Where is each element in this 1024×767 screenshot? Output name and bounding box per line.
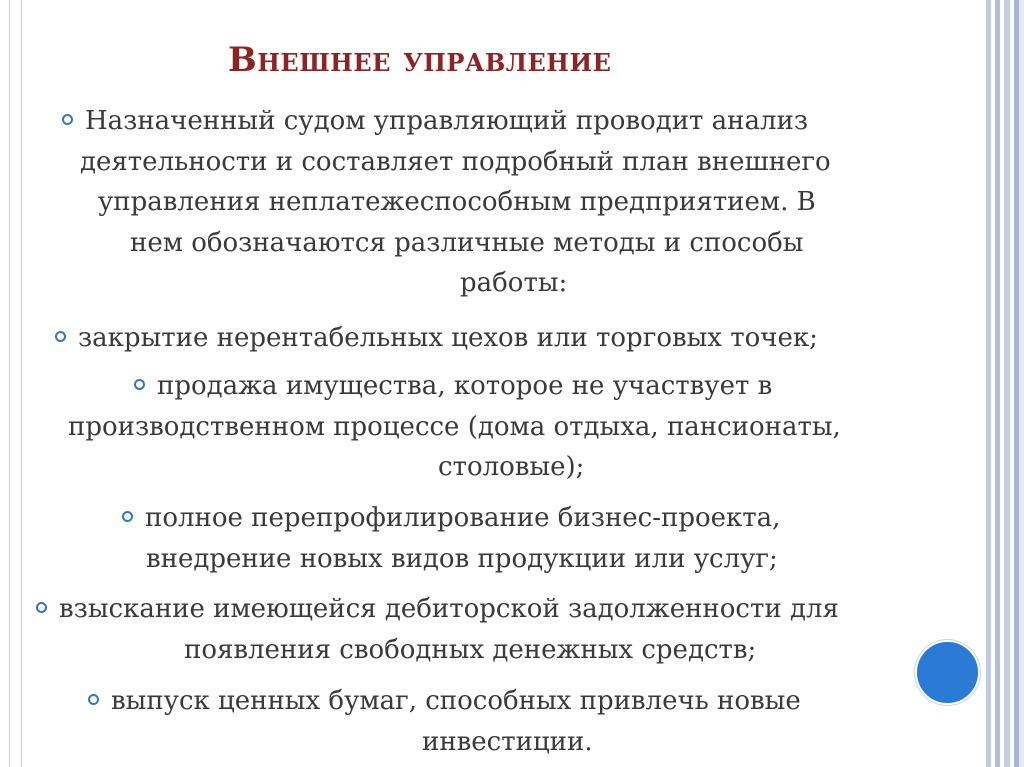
bullet-1-line-1-row (62, 101, 962, 142)
slide-title: Внешнее управление (228, 40, 612, 80)
bullet-3-line-1: продажа имущества, которое не участвует в (157, 371, 773, 401)
bullet-3-line-1-row (68, 366, 978, 407)
bullet-5-line-2: появления свободных денежных средств; (184, 634, 757, 665)
bullet-item-2 (55, 318, 975, 359)
bullet-icon (62, 114, 73, 125)
bullet-icon (88, 694, 99, 705)
bullet-4-line-1-row (122, 498, 922, 539)
bullet-icon (134, 379, 145, 390)
bullet-item-5 (36, 589, 986, 670)
bullet-1-line-5: работы: (460, 268, 568, 298)
bullet-1-line-3: управления неплатежеспособным предприятием. В (98, 187, 816, 217)
bullet-6-line-1-row (88, 681, 968, 722)
bullet-6-line-2: инвестиции. (422, 726, 593, 757)
bullet-6-line-1: выпуск ценных бумаг, способных привлечь новые (111, 686, 801, 716)
bullet-item-1 (62, 101, 962, 304)
bullet-icon (122, 511, 133, 522)
left-frame-line-outer (9, 0, 10, 767)
bullet-1-line-4: нем обозначаются различные методы и способы (130, 227, 804, 258)
bullet-2-line-1: закрытие нерентабельных цехов или торговых точек; (78, 323, 818, 353)
bullet-1-line-1: Назначенный судом управляющий проводит анализ (85, 106, 809, 136)
bullet-item-4 (122, 498, 922, 579)
bullet-3-line-3: столовые); (438, 452, 585, 482)
right-decorative-stripes (982, 0, 1024, 767)
bullet-5-line-1-row (36, 589, 986, 630)
bullet-1-line-2: деятельности и составляет подробный план внешнего (80, 146, 831, 177)
decorative-circle (915, 640, 980, 705)
bullet-item-3 (68, 366, 978, 488)
bullet-item-6 (88, 681, 968, 762)
left-frame-line-inner (21, 0, 22, 767)
bullet-3-line-2: производственном процессе (дома отдыха, пансионаты, (68, 411, 841, 442)
bullet-icon (36, 602, 47, 613)
bullet-4-line-1: полное перепрофилирование бизнес-проекта, (145, 503, 781, 533)
bullet-4-line-2: внедрение новых видов продукции или услуг; (146, 543, 778, 574)
bullet-icon (55, 331, 66, 342)
bullet-5-line-1: взыскание имеющейся дебиторской задолженности для (59, 594, 839, 624)
